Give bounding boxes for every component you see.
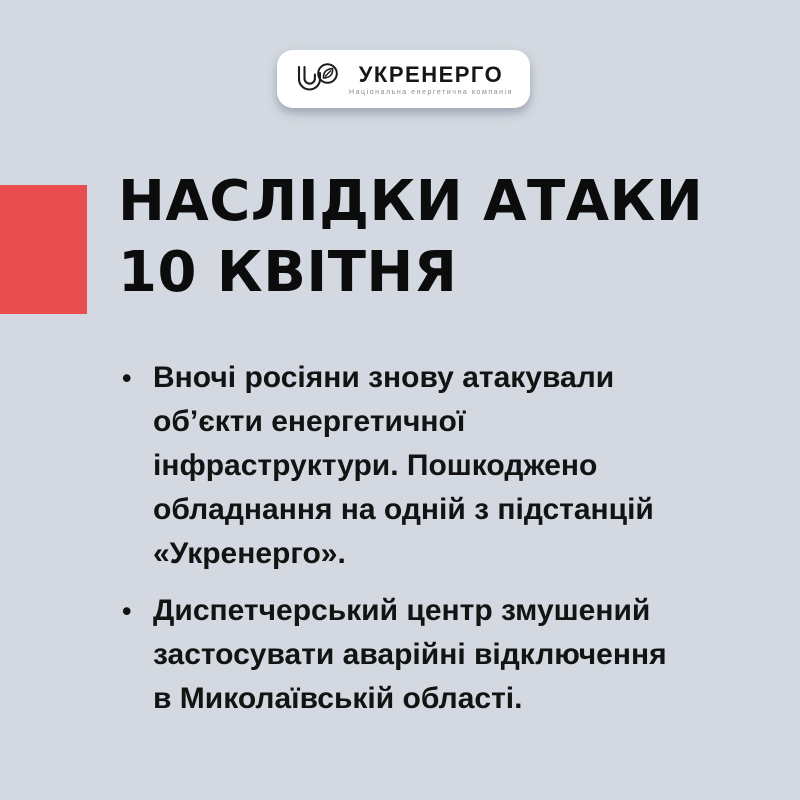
brand-tagline: Національна енергетична компанія <box>348 88 513 96</box>
bullet-line: в Миколаївській області. <box>153 682 523 715</box>
bullet-item <box>120 589 690 721</box>
bullet-line: обладнання на одній з підстанцій <box>153 493 654 526</box>
bullet-line: інфраструктури. Пошкоджено <box>153 449 598 482</box>
headline <box>118 166 703 308</box>
bullet-list <box>120 356 690 721</box>
bullet-line: «Укренерго». <box>153 537 346 570</box>
headline-line1: НАСЛІДКИ АТАКИ <box>118 169 704 234</box>
red-accent-block <box>0 185 87 314</box>
bullet-line: об’єкти енергетичної <box>153 405 466 438</box>
logo-text-block <box>349 63 513 96</box>
bullet-line: • Вночі росіяни знову атакували <box>153 361 615 394</box>
brand-name: УКРЕНЕРГО <box>358 61 504 87</box>
bullet-line: застосувати аварійні відключення <box>153 638 667 671</box>
headline-line2: 10 КВІТНЯ <box>118 240 458 305</box>
bullet-item <box>120 356 690 576</box>
ukrenergo-logo-icon <box>294 60 340 98</box>
ukrenergo-logo-badge <box>277 50 530 108</box>
bullet-line: • Диспетчерський центр змушений <box>153 594 651 627</box>
